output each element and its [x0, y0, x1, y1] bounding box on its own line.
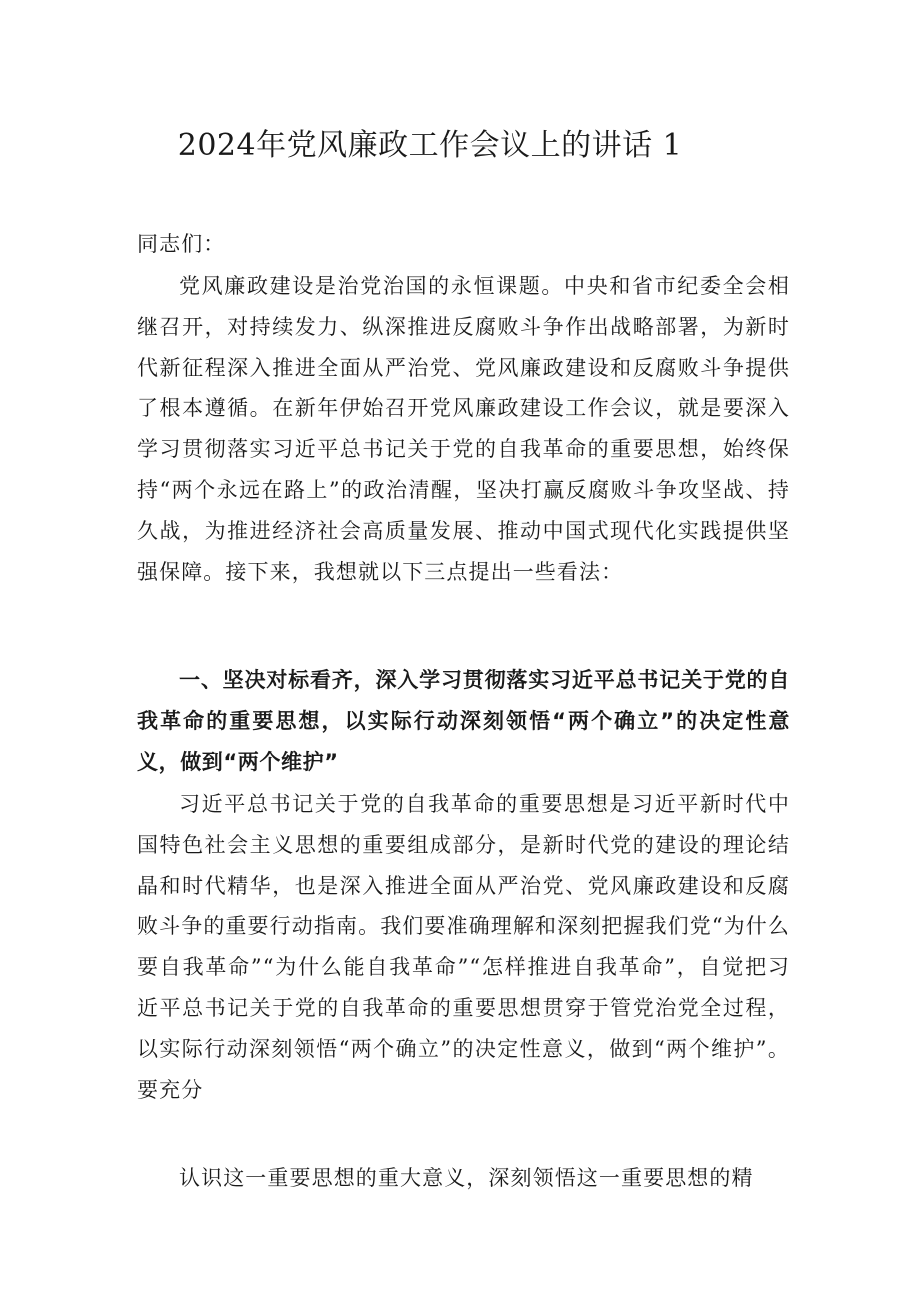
section-heading-1: 一、坚决对标看齐，深入学习贯彻落实习近平总书记关于党的自我革命的重要思想，以实际行动深刻领悟“两个确立”的决定性意义，做到“两个维护” — [137, 668, 790, 774]
paragraph-intro: 党风廉政建设是治党治国的永恒课题。中央和省市纪委全会相继召开，对持续发力、纵深推进反腐败斗争作出战略部署，为新时代新征程深入推进全面从严治党、党风廉政建设和反腐败斗争提供了根本遵循。在新年伊始召开党风廉政建设工作会议，就是要深入学习贯彻落实习近平总书记关于党的自我革命的重要思想，始终保持“两个永远在路上”的政治清醒，坚决打赢反腐败斗争攻坚战、持久战，为推进经济社会高质量发展、推动中国式现代化实践提供坚强保障。接下来，我想就以下三点提出一些看法： — [137, 274, 790, 584]
paragraph-continued: 认识这一重要思想的重大意义，深刻领悟这一重要思想的精 — [179, 1166, 754, 1190]
paragraph-section-1: 习近平总书记关于党的自我革命的重要思想是习近平新时代中国特色社会主义思想的重要组成部分，是新时代党的建设的理论结晶和时代精华，也是深入推进全面从严治党、党风廉政建设和反腐败斗争的重要行动指南。我们要准确理解和深刻把握我们党“为什么要自我革命”“为什么能自我革命”“怎样推进自我革命”，自觉把习近平总书记关于党的自我革命的重要思想贯穿于管党治党全过程，以实际行动深刻领悟“两个确立”的决定性意义，做到“两个维护”。要充分 — [137, 792, 790, 1102]
salutation: 同志们： — [137, 232, 226, 256]
document-title: 2024年党风廉政工作会议上的讲话 1 — [177, 128, 683, 163]
